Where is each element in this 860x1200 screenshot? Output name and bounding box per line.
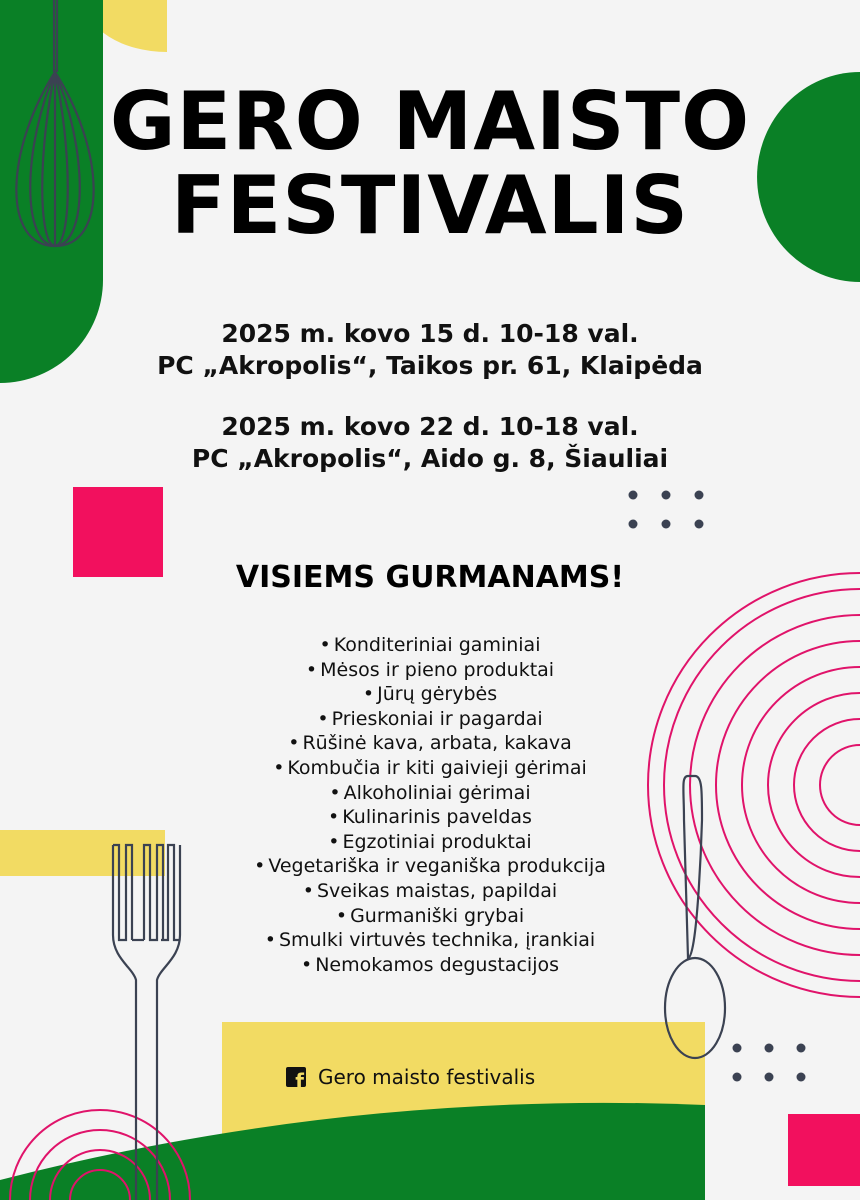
list-item: • Kulinarinis paveldas: [0, 805, 860, 830]
subheading: VISIEMS GURMANAMS!: [235, 560, 625, 595]
green-bottom-shape: [0, 1103, 705, 1200]
list-item: • Mėsos ir pieno produktai: [0, 658, 860, 683]
event-2-date: 2025 m. kovo 22 d. 10-18 val.: [221, 412, 639, 441]
list-item: • Nemokamos degustacijos: [0, 953, 860, 978]
event-1-venue: PC „Akropolis“, Taikos pr. 61, Klaipėda: [157, 351, 703, 380]
facebook-icon: f: [286, 1067, 306, 1087]
list-item: • Jūrų gėrybės: [0, 682, 860, 707]
category-list: [0, 633, 860, 977]
title-line-2: FESTIVALIS: [170, 159, 689, 252]
pink-square-right: [788, 1114, 860, 1186]
list-item: • Vegetariška ir veganiška produkcija: [0, 854, 860, 879]
list-item: • Rūšinė kava, arbata, kakava: [0, 731, 860, 756]
dot-grid-upper: [629, 491, 704, 529]
facebook-link[interactable]: [286, 1063, 535, 1091]
list-item: • Alkoholiniai gėrimai: [0, 781, 860, 806]
title-line-1: GERO MAISTO: [109, 75, 751, 168]
facebook-label: Gero maisto festivalis: [318, 1065, 536, 1089]
event-1-date: 2025 m. kovo 15 d. 10-18 val.: [221, 319, 639, 348]
list-item: • Gurmaniški grybai: [0, 904, 860, 929]
list-item: • Kombučia ir kiti gaivieji gėrimai: [0, 756, 860, 781]
list-item: • Egzotiniai produktai: [0, 830, 860, 855]
list-item: • Sveikas maistas, papildai: [0, 879, 860, 904]
dot-grid-lower: [733, 1044, 806, 1082]
event-2-venue: PC „Akropolis“, Aido g. 8, Šiauliai: [191, 444, 669, 473]
list-item: • Smulki virtuvės technika, įrankiai: [0, 928, 860, 953]
list-item: • Konditeriniai gaminiai: [0, 633, 860, 658]
list-item: • Prieskoniai ir pagardai: [0, 707, 860, 732]
